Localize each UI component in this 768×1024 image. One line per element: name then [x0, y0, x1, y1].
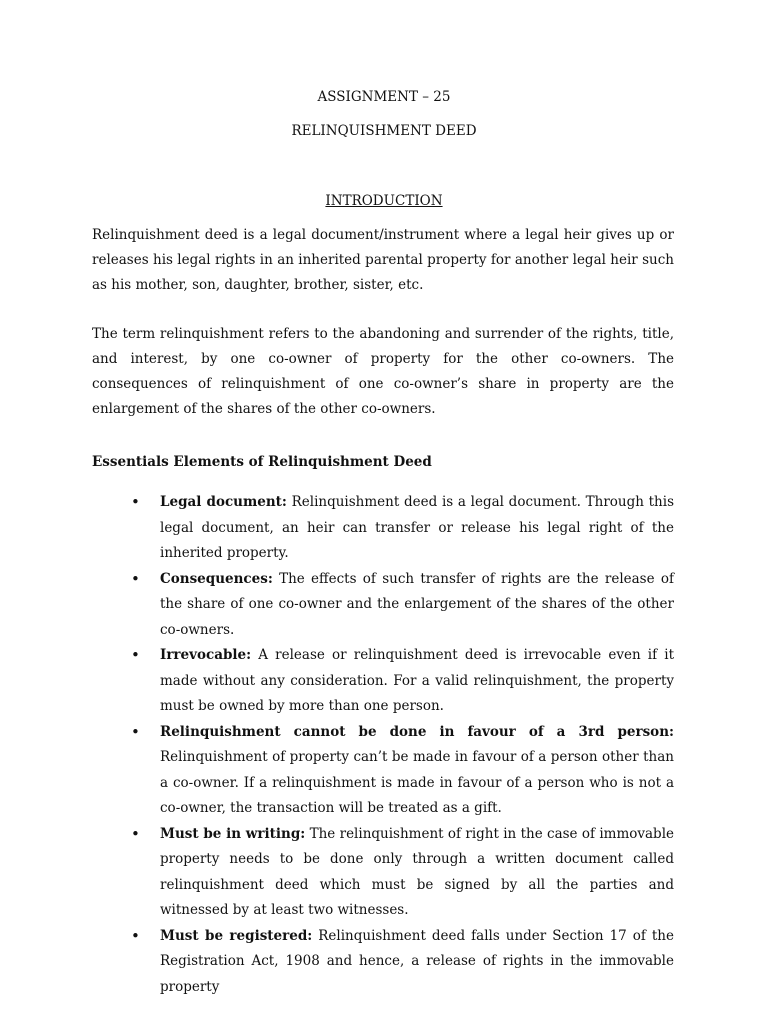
item-text: Relinquishment deed is a legal document. Through this legal document, an heir can transfer or release his legal right of the inherited property. — [160, 494, 675, 561]
item-term: Relinquishment cannot be done in favour of a 3rd person: — [160, 723, 674, 740]
item-text: Relinquishment deed falls under Section 17 of the Registration Act, 1908 and hence, a release of rights in the immovable property — [160, 927, 674, 995]
introduction-heading: INTRODUCTION — [325, 193, 443, 209]
bullet-icon: • — [131, 493, 140, 511]
list-item — [0, 490, 674, 567]
introduction-paragraph: Relinquishment deed is a legal document/instrument where a legal heir gives up or releases his legal rights in an inherited parental property for another legal heir such as his mother, son, daughter, brother, sister, etc. — [92, 227, 674, 293]
item-text: Relinquishment of property can’t be made in favour of a person other than a co-owner. If a relinquishment is made in favour of a person who is not a co-owner, the transaction will be treated as a gift. — [160, 749, 674, 816]
item-term: Must be in writing: — [160, 825, 306, 842]
list-item — [0, 822, 674, 924]
bullet-icon: • — [131, 569, 140, 588]
bullet-icon: • — [131, 646, 140, 664]
item-text: A release or relinquishment deed is irrevocable even if it made without any consideration. For a valid relinquishment, the property must be owned by more than one person. — [160, 647, 674, 714]
list-item — [0, 924, 674, 1001]
item-text: The relinquishment of right in the case of immovable property needs to be done only through a written document called relinquishment deed which must be signed by all the parties and witnessed by at least two witnesses. — [160, 825, 674, 918]
bullet-icon: • — [131, 926, 140, 945]
item-text: The effects of such transfer of rights are the release of the share of one co-owner and the enlargement of the shares of the other co-owners. — [160, 570, 674, 638]
assignment-number: ASSIGNMENT – 25 — [317, 89, 451, 105]
item-term: Irrevocable: — [160, 647, 252, 663]
list-item — [0, 720, 674, 822]
item-term: Consequences: — [160, 570, 273, 587]
essentials-heading: Essentials Elements of Relinquishment Deed — [92, 454, 432, 470]
item-term: Must be registered: — [160, 927, 313, 944]
essentials-list — [0, 490, 768, 1000]
bullet-icon: • — [131, 824, 140, 843]
list-item — [0, 643, 674, 720]
document-title: RELINQUISHMENT DEED — [291, 123, 477, 139]
relinquishment-definition-paragraph: The term relinquishment refers to the abandoning and surrender of the rights, title, and interest, by one co-owner of property for the other co-owners. The consequences of relinquishment of one co-owner’s share in property are the enlargement of the shares of the other co-owners. — [92, 326, 674, 417]
item-term: Legal document: — [160, 494, 287, 510]
bullet-icon: • — [131, 722, 140, 741]
list-item — [0, 567, 674, 644]
